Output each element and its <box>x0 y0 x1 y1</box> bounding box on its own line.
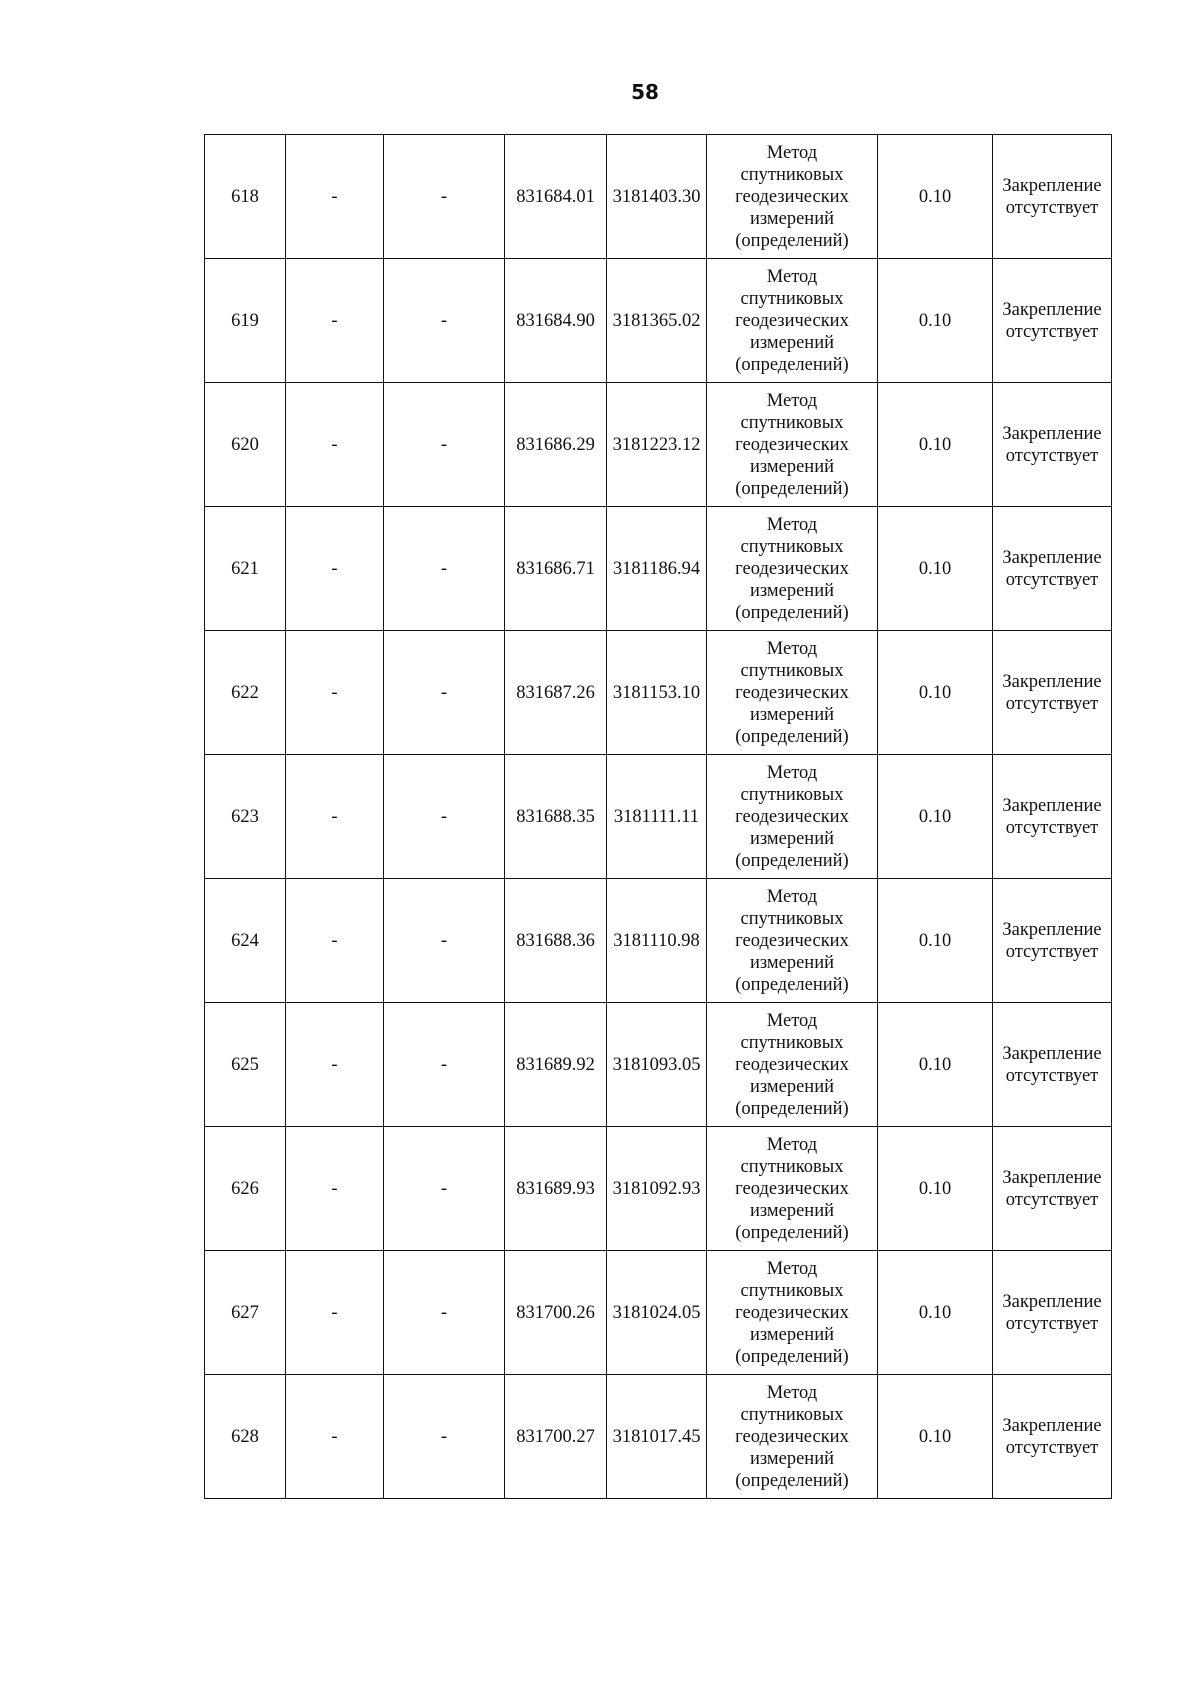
fixing-cell <box>993 1127 1112 1251</box>
fixing-cell <box>993 135 1112 259</box>
fixing-line: отсутствует <box>1005 445 1099 466</box>
fixing-cell <box>993 383 1112 507</box>
method-cell <box>707 755 878 879</box>
y-coordinate: 3181186.94 <box>612 558 701 579</box>
method-line: спутниковых <box>740 1280 844 1301</box>
accuracy-cell <box>878 631 993 755</box>
x-coordinate: 831700.27 <box>516 1426 595 1447</box>
x-coordinate-cell <box>505 1003 607 1127</box>
method-line: Метод <box>766 266 818 287</box>
dash-value-2: - <box>440 310 448 331</box>
fixing-cell <box>993 631 1112 755</box>
dash-value-1: - <box>331 186 338 207</box>
method-cell <box>707 1003 878 1127</box>
y-coordinate: 3181403.30 <box>612 186 701 207</box>
y-coordinate-cell <box>607 631 707 755</box>
x-coordinate-cell <box>505 507 607 631</box>
point-number: 622 <box>231 682 259 703</box>
empty-cell-2 <box>384 1251 505 1375</box>
dash-value-1: - <box>331 682 338 703</box>
y-coordinate-cell <box>607 507 707 631</box>
dash-value-1: - <box>331 930 338 951</box>
x-coordinate-cell <box>505 879 607 1003</box>
accuracy-value: 0.10 <box>918 1426 952 1447</box>
method-cell <box>707 1251 878 1375</box>
dash-value-2: - <box>440 1054 448 1075</box>
dash-value-2: - <box>440 434 448 455</box>
method-line: измерений <box>749 1076 835 1097</box>
y-coordinate: 3181092.93 <box>612 1178 701 1199</box>
point-number: 627 <box>231 1302 259 1323</box>
y-coordinate: 3181024.05 <box>612 1302 701 1323</box>
page-number-text: 58 <box>631 80 659 104</box>
dash-value-2: - <box>440 1178 448 1199</box>
method-line: геодезических <box>735 1426 849 1447</box>
method-line: геодезических <box>735 1178 849 1199</box>
dash-value-2: - <box>440 558 448 579</box>
method-line: Метод <box>766 762 818 783</box>
x-coordinate-cell <box>505 135 607 259</box>
method-cell <box>707 135 878 259</box>
fixing-line: отсутствует <box>1005 693 1099 714</box>
empty-cell-1 <box>286 1127 384 1251</box>
x-coordinate-cell <box>505 259 607 383</box>
accuracy-cell <box>878 135 993 259</box>
point-number: 621 <box>231 558 259 579</box>
method-line: спутниковых <box>740 536 844 557</box>
method-line: Метод <box>766 638 818 659</box>
method-cell <box>707 259 878 383</box>
y-coordinate-cell <box>607 383 707 507</box>
method-line: измерений <box>749 704 835 725</box>
y-coordinate: 3181153.10 <box>612 682 701 703</box>
point-number-cell <box>205 1251 286 1375</box>
method-line: Метод <box>766 142 818 163</box>
point-number-cell <box>205 135 286 259</box>
point-number-cell <box>205 879 286 1003</box>
method-line: геодезических <box>735 682 849 703</box>
accuracy-cell <box>878 755 993 879</box>
method-line: (определений) <box>735 726 849 747</box>
accuracy-cell <box>878 1251 993 1375</box>
method-line: измерений <box>749 1200 835 1221</box>
fixing-line: Закрепление <box>1002 547 1102 568</box>
fixing-line: Закрепление <box>1002 1291 1102 1312</box>
fixing-line: Закрепление <box>1002 795 1102 816</box>
dash-value-2: - <box>440 930 448 951</box>
method-line: Метод <box>766 1134 818 1155</box>
empty-cell-1 <box>286 1003 384 1127</box>
accuracy-cell <box>878 1127 993 1251</box>
point-number: 624 <box>231 930 259 951</box>
x-coordinate: 831688.35 <box>516 806 595 827</box>
y-coordinate: 3181365.02 <box>612 310 701 331</box>
empty-cell-1 <box>286 507 384 631</box>
empty-cell-2 <box>384 755 505 879</box>
empty-cell-2 <box>384 507 505 631</box>
accuracy-value: 0.10 <box>918 558 952 579</box>
fixing-line: Закрепление <box>1002 423 1102 444</box>
method-line: геодезических <box>735 1302 849 1323</box>
method-line: геодезических <box>735 558 849 579</box>
accuracy-cell <box>878 507 993 631</box>
fixing-line: отсутствует <box>1005 1437 1099 1458</box>
x-coordinate-cell <box>505 631 607 755</box>
point-number: 626 <box>231 1178 259 1199</box>
method-line: Метод <box>766 886 818 907</box>
y-coordinate: 3181017.45 <box>612 1426 701 1447</box>
dash-value-1: - <box>331 310 338 331</box>
method-line: (определений) <box>735 230 849 251</box>
y-coordinate-cell <box>607 259 707 383</box>
fixing-line: отсутствует <box>1005 197 1099 218</box>
method-line: геодезических <box>735 310 849 331</box>
fixing-line: отсутствует <box>1005 941 1099 962</box>
y-coordinate-cell <box>607 1003 707 1127</box>
accuracy-value: 0.10 <box>918 310 952 331</box>
fixing-line: Закрепление <box>1002 175 1102 196</box>
x-coordinate-cell <box>505 1127 607 1251</box>
method-cell <box>707 507 878 631</box>
x-coordinate-cell <box>505 755 607 879</box>
empty-cell-2 <box>384 259 505 383</box>
empty-cell-1 <box>286 631 384 755</box>
point-number-cell <box>205 383 286 507</box>
method-line: геодезических <box>735 806 849 827</box>
fixing-cell <box>993 507 1112 631</box>
method-line: (определений) <box>735 1222 849 1243</box>
method-line: спутниковых <box>740 1032 844 1053</box>
method-line: измерений <box>749 1324 835 1345</box>
method-line: измерений <box>749 828 835 849</box>
point-number: 625 <box>231 1054 259 1075</box>
empty-cell-1 <box>286 879 384 1003</box>
x-coordinate: 831686.29 <box>516 434 595 455</box>
method-line: спутниковых <box>740 1404 844 1425</box>
x-coordinate: 831687.26 <box>516 682 595 703</box>
accuracy-value: 0.10 <box>918 1054 952 1075</box>
method-cell <box>707 1127 878 1251</box>
fixing-line: Закрепление <box>1002 1043 1102 1064</box>
method-line: спутниковых <box>740 784 844 805</box>
point-number: 620 <box>231 434 259 455</box>
dash-value-1: - <box>331 1302 338 1323</box>
method-line: геодезических <box>735 434 849 455</box>
dash-value-2: - <box>440 1426 448 1447</box>
fixing-cell <box>993 1251 1112 1375</box>
y-coordinate-cell <box>607 1251 707 1375</box>
method-line: измерений <box>749 580 835 601</box>
table-row-628 <box>205 1375 1112 1499</box>
point-number-cell <box>205 507 286 631</box>
point-number-cell <box>205 1127 286 1251</box>
empty-cell-1 <box>286 383 384 507</box>
method-line: спутниковых <box>740 164 844 185</box>
fixing-line: Закрепление <box>1002 919 1102 940</box>
method-line: (определений) <box>735 974 849 995</box>
method-line: геодезических <box>735 1054 849 1075</box>
method-line: геодезических <box>735 930 849 951</box>
method-line: (определений) <box>735 1346 849 1367</box>
table-row-627 <box>205 1251 1112 1375</box>
empty-cell-1 <box>286 1251 384 1375</box>
y-coordinate-cell <box>607 755 707 879</box>
fixing-line: отсутствует <box>1005 1189 1099 1210</box>
dash-value-2: - <box>440 186 448 207</box>
point-number-cell <box>205 631 286 755</box>
empty-cell-1 <box>286 1375 384 1499</box>
x-coordinate: 831684.90 <box>516 310 595 331</box>
point-number-cell <box>205 259 286 383</box>
method-cell <box>707 631 878 755</box>
empty-cell-1 <box>286 135 384 259</box>
table-row-622 <box>205 631 1112 755</box>
method-line: измерений <box>749 332 835 353</box>
method-line: спутниковых <box>740 660 844 681</box>
table-row-626 <box>205 1127 1112 1251</box>
accuracy-cell <box>878 879 993 1003</box>
empty-cell-1 <box>286 259 384 383</box>
fixing-line: отсутствует <box>1005 1313 1099 1334</box>
dash-value-2: - <box>440 1302 448 1323</box>
y-coordinate: 3181111.11 <box>613 806 700 827</box>
dash-value-1: - <box>331 806 338 827</box>
method-line: (определений) <box>735 1470 849 1491</box>
y-coordinate: 3181223.12 <box>612 434 701 455</box>
fixing-line: Закрепление <box>1002 671 1102 692</box>
empty-cell-1 <box>286 755 384 879</box>
method-line: (определений) <box>735 478 849 499</box>
fixing-line: отсутствует <box>1005 569 1099 590</box>
point-number: 628 <box>231 1426 259 1447</box>
x-coordinate: 831700.26 <box>516 1302 595 1323</box>
point-number-cell <box>205 1375 286 1499</box>
x-coordinate: 831688.36 <box>516 930 595 951</box>
table-row-620 <box>205 383 1112 507</box>
method-line: Метод <box>766 1382 818 1403</box>
fixing-line: отсутствует <box>1005 321 1099 342</box>
fixing-cell <box>993 879 1112 1003</box>
x-coordinate: 831689.92 <box>516 1054 595 1075</box>
x-coordinate-cell <box>505 1251 607 1375</box>
y-coordinate-cell <box>607 1375 707 1499</box>
coordinates-table-body <box>205 135 1112 1499</box>
point-number: 623 <box>231 806 259 827</box>
dash-value-1: - <box>331 1426 338 1447</box>
method-line: спутниковых <box>740 908 844 929</box>
point-number-cell <box>205 1003 286 1127</box>
method-line: Метод <box>766 514 818 535</box>
point-number: 619 <box>231 310 259 331</box>
y-coordinate-cell <box>607 1127 707 1251</box>
method-line: (определений) <box>735 602 849 623</box>
fixing-cell <box>993 1375 1112 1499</box>
fixing-line: Закрепление <box>1002 1167 1102 1188</box>
method-line: Метод <box>766 390 818 411</box>
empty-cell-2 <box>384 1127 505 1251</box>
dash-value-1: - <box>331 1054 338 1075</box>
table-row-618 <box>205 135 1112 259</box>
fixing-cell <box>993 259 1112 383</box>
method-line: (определений) <box>735 1098 849 1119</box>
empty-cell-2 <box>384 631 505 755</box>
accuracy-cell <box>878 383 993 507</box>
dash-value-1: - <box>331 1178 338 1199</box>
method-line: геодезических <box>735 186 849 207</box>
y-coordinate: 3181110.98 <box>613 930 700 951</box>
accuracy-value: 0.10 <box>918 682 952 703</box>
coordinates-table <box>204 134 1112 1499</box>
fixing-line: отсутствует <box>1005 817 1099 838</box>
fixing-line: Закрепление <box>1002 299 1102 320</box>
y-coordinate-cell <box>607 135 707 259</box>
accuracy-value: 0.10 <box>918 1302 952 1323</box>
method-line: спутниковых <box>740 412 844 433</box>
method-line: спутниковых <box>740 288 844 309</box>
empty-cell-2 <box>384 879 505 1003</box>
accuracy-cell <box>878 1375 993 1499</box>
method-line: Метод <box>766 1258 818 1279</box>
empty-cell-2 <box>384 135 505 259</box>
x-coordinate-cell <box>505 1375 607 1499</box>
method-line: измерений <box>749 952 835 973</box>
method-line: (определений) <box>735 354 849 375</box>
table-row-619 <box>205 259 1112 383</box>
point-number: 618 <box>231 186 259 207</box>
empty-cell-2 <box>384 1375 505 1499</box>
y-coordinate: 3181093.05 <box>612 1054 701 1075</box>
accuracy-cell <box>878 1003 993 1127</box>
method-line: (определений) <box>735 850 849 871</box>
method-line: измерений <box>749 1448 835 1469</box>
fixing-cell <box>993 755 1112 879</box>
x-coordinate-cell <box>505 383 607 507</box>
table-row-624 <box>205 879 1112 1003</box>
fixing-cell <box>993 1003 1112 1127</box>
method-line: измерений <box>749 208 835 229</box>
table-row-625 <box>205 1003 1112 1127</box>
method-cell <box>707 879 878 1003</box>
dash-value-1: - <box>331 558 338 579</box>
accuracy-value: 0.10 <box>918 434 952 455</box>
point-number-cell <box>205 755 286 879</box>
x-coordinate: 831684.01 <box>516 186 595 207</box>
fixing-line: Закрепление <box>1002 1415 1102 1436</box>
method-cell <box>707 383 878 507</box>
table-row-621 <box>205 507 1112 631</box>
method-line: измерений <box>749 456 835 477</box>
method-cell <box>707 1375 878 1499</box>
dash-value-1: - <box>331 434 338 455</box>
dash-value-2: - <box>440 682 448 703</box>
x-coordinate: 831686.71 <box>516 558 595 579</box>
accuracy-value: 0.10 <box>918 930 952 951</box>
table-row-623 <box>205 755 1112 879</box>
empty-cell-2 <box>384 383 505 507</box>
method-line: Метод <box>766 1010 818 1031</box>
empty-cell-2 <box>384 1003 505 1127</box>
page-number <box>0 80 1200 104</box>
accuracy-cell <box>878 259 993 383</box>
x-coordinate: 831689.93 <box>516 1178 595 1199</box>
accuracy-value: 0.10 <box>918 1178 952 1199</box>
accuracy-value: 0.10 <box>918 186 952 207</box>
fixing-line: отсутствует <box>1005 1065 1099 1086</box>
y-coordinate-cell <box>607 879 707 1003</box>
accuracy-value: 0.10 <box>918 806 952 827</box>
dash-value-2: - <box>440 806 448 827</box>
method-line: спутниковых <box>740 1156 844 1177</box>
